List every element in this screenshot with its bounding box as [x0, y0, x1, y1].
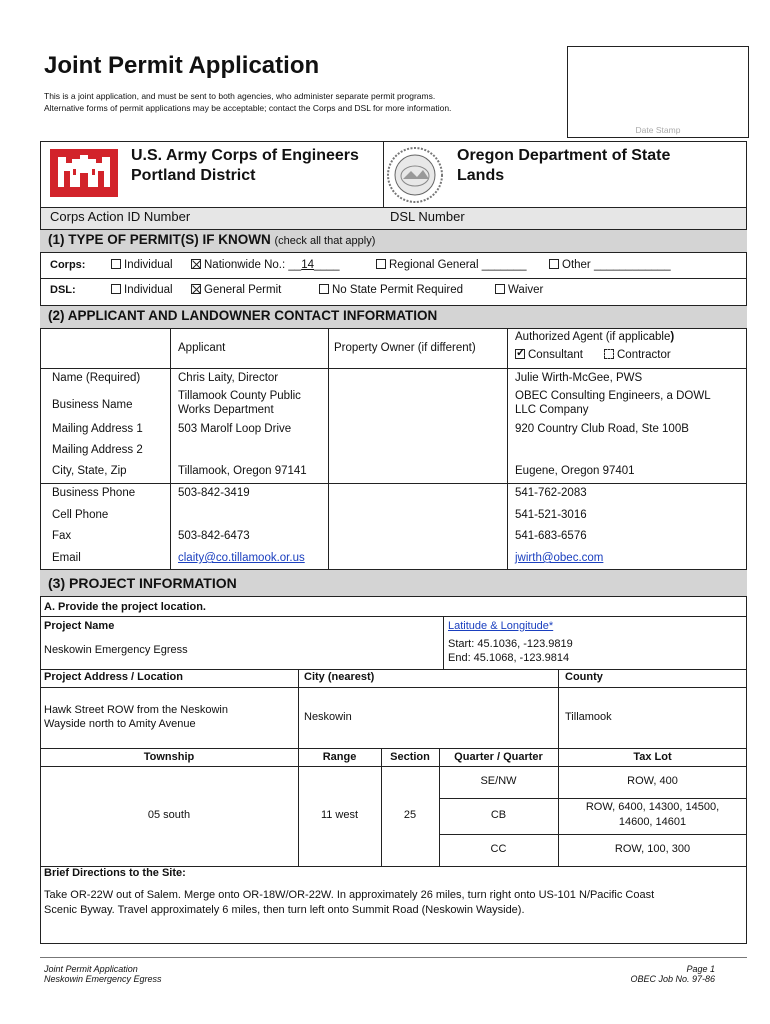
section-value: 25 [403, 809, 417, 821]
agent-address1: 920 Country Club Road, Ste 100B [515, 423, 689, 435]
city-label: City (nearest) [304, 671, 375, 683]
checkbox-checked-icon[interactable] [515, 349, 525, 359]
divider [298, 669, 299, 748]
project-name: Neskowin Emergency Egress [44, 644, 188, 656]
dsl-general-option[interactable]: General Permit [191, 284, 281, 296]
directions-line-2: Scenic Byway. Travel approximately 6 miles, then turn left onto Summit Road (Neskowin Wayside). [44, 904, 525, 916]
applicant-address1: 503 Marolf Loop Drive [178, 423, 292, 435]
corps-regional-option[interactable]: Regional General _______ [376, 259, 526, 271]
row-label-email: Email [52, 552, 81, 564]
end-coordinates: End: 45.1068, -123.9814 [448, 652, 570, 664]
divider [40, 687, 747, 688]
latlong-link-wrap[interactable] [448, 620, 553, 632]
section-label: Section [390, 751, 430, 763]
applicant-business-1: Tillamook County Public [178, 390, 301, 402]
agent-email[interactable]: jwirth@obec.com [515, 552, 604, 564]
dsl-no-state-option[interactable]: No State Permit Required [319, 284, 463, 296]
intro-text: This is a joint application, and must be sent to both agencies, who administer separate permit programs. Alternative forms of permit applications may be acceptable; contact the Corps and DSL for more information. [44, 91, 452, 113]
dsl-individual-option[interactable]: Individual [111, 284, 173, 296]
checkbox-checked-icon[interactable] [191, 284, 201, 294]
divider [40, 278, 747, 279]
applicant-name: Chris Laity, Director [178, 372, 279, 384]
divider [439, 834, 747, 835]
date-stamp-label: Date Stamp [635, 125, 681, 135]
section3-header: (3) PROJECT INFORMATION [40, 569, 747, 597]
checkbox-unchecked-icon[interactable] [111, 259, 121, 269]
divider [40, 207, 747, 208]
footer-right: Page 1 OBEC Job No. 97-86 [630, 964, 715, 984]
county-label: County [565, 671, 603, 683]
nationwide-number-suffix: ____ [313, 259, 340, 271]
corps-action-id-label: Corps Action ID Number [50, 209, 191, 224]
divider [40, 766, 747, 767]
agent-email-link[interactable] [515, 552, 603, 564]
col-applicant: Applicant [178, 342, 226, 354]
corps-nationwide-option[interactable]: Nationwide No.: __14____ [191, 259, 340, 271]
agent-type-consultant[interactable]: ✓Consultant [515, 349, 583, 361]
oregon-seal [385, 145, 445, 205]
checkbox-unchecked-icon[interactable] [549, 259, 559, 269]
applicant-fax: 503-842-6473 [178, 530, 250, 542]
applicant-email-link[interactable] [178, 552, 305, 564]
seal-icon [385, 145, 445, 205]
applicant-email[interactable]: claity@co.tillamook.or.us [178, 552, 305, 564]
project-address-2: Wayside north to Amity Avenue [44, 718, 196, 730]
taxlot-label: Tax Lot [633, 751, 672, 763]
project-county: Tillamook [565, 711, 612, 723]
date-stamp-box [567, 46, 749, 138]
divider [40, 616, 747, 617]
divider [443, 616, 444, 669]
row-label-address2: Mailing Address 2 [52, 444, 143, 456]
quarter-label: Quarter / Quarter [454, 751, 543, 763]
agent-business-1: OBEC Consulting Engineers, a DOWL [515, 390, 711, 402]
quarter-3: CC [490, 843, 507, 855]
checkbox-checked-icon[interactable] [191, 259, 201, 269]
corps-label: Corps: [50, 259, 86, 271]
row-label-business: Business Name [52, 399, 133, 411]
range-label: Range [322, 751, 357, 763]
provide-location-label: A. Provide the project location. [44, 601, 206, 613]
checkbox-unchecked-icon[interactable] [495, 284, 505, 294]
divider [40, 748, 747, 749]
township-value: 05 south [147, 809, 191, 821]
footer-rule [40, 957, 747, 958]
divider [40, 669, 747, 670]
agent-fax: 541-683-6576 [515, 530, 587, 542]
applicant-business-2: Works Department [178, 404, 274, 416]
range-value: 11 west [320, 809, 359, 821]
corps-agency-name: U.S. Army Corps of Engineers Portland District [131, 147, 359, 184]
applicant-phone: 503-842-3419 [178, 487, 250, 499]
project-name-label: Project Name [44, 620, 115, 632]
project-city: Neskowin [304, 711, 352, 723]
checkbox-unchecked-icon[interactable] [319, 284, 329, 294]
agent-city: Eugene, Oregon 97401 [515, 465, 635, 477]
divider [328, 329, 329, 569]
divider [558, 669, 559, 748]
divider [40, 368, 747, 369]
divider [507, 329, 508, 569]
nationwide-number-prefix: __ [288, 259, 302, 271]
dsl-waiver-option[interactable]: Waiver [495, 284, 543, 296]
project-address-1: Hawk Street ROW from the Neskowin [44, 704, 228, 716]
agent-phone: 541-762-2083 [515, 487, 587, 499]
latlong-link[interactable]: Latitude & Longitude* [448, 620, 554, 632]
section2-header: (2) APPLICANT AND LANDOWNER CONTACT INFORMATION [40, 305, 747, 329]
divider [170, 329, 171, 569]
divider [40, 483, 747, 484]
start-coordinates: Start: 45.1036, -123.9819 [448, 638, 573, 650]
dsl-number-label: DSL Number [390, 209, 465, 224]
quarter-1: SE/NW [480, 775, 517, 787]
row-label-name: Name (Required) [52, 372, 141, 384]
taxlot-1: ROW, 400 [627, 775, 678, 787]
row-label-cell: Cell Phone [52, 509, 109, 521]
checkbox-unchecked-icon[interactable] [111, 284, 121, 294]
agent-cell: 541-521-3016 [515, 509, 587, 521]
taxlot-2a: ROW, 6400, 14300, 14500, [585, 801, 720, 813]
quarter-2: CB [490, 809, 507, 821]
section1-header: (1) TYPE OF PERMIT(S) IF KNOWN (check all that apply) [40, 229, 747, 253]
dsl-agency-name: Oregon Department of State Lands [457, 147, 671, 184]
agent-type-contractor[interactable]: Contractor [604, 349, 671, 361]
corps-other-option[interactable]: Other ____________ [549, 259, 671, 271]
directions-label: Brief Directions to the Site: [44, 867, 186, 879]
taxlot-3: ROW, 100, 300 [614, 843, 691, 855]
dsl-label: DSL: [50, 284, 76, 296]
castle-icon [50, 149, 118, 197]
divider [439, 798, 747, 799]
checkbox-unchecked-icon[interactable] [604, 349, 614, 359]
agent-name: Julie Wirth-McGee, PWS [515, 372, 643, 384]
agent-business-2: LLC Company [515, 404, 589, 416]
directions-line-1: Take OR-22W out of Salem. Merge onto OR-18W/OR-22W. In approximately 26 miles, turn right onto US-101 N/Pacific Coast [44, 889, 655, 901]
col-property-owner: Property Owner (if different) [334, 342, 476, 354]
footer-left: Joint Permit Application Neskowin Emergency Egress [44, 964, 162, 984]
taxlot-2b: 14600, 14601 [618, 816, 687, 828]
col-authorized-agent: Authorized Agent (if applicable) [515, 331, 675, 343]
corps-logo [50, 149, 118, 197]
row-label-fax: Fax [52, 530, 72, 542]
row-label-city: City, State, Zip [52, 465, 127, 477]
address-label: Project Address / Location [44, 671, 183, 683]
township-label: Township [143, 751, 195, 763]
row-label-phone: Business Phone [52, 487, 136, 499]
row-label-address1: Mailing Address 1 [52, 423, 143, 435]
corps-individual-option[interactable]: Individual [111, 259, 173, 271]
checkbox-unchecked-icon[interactable] [376, 259, 386, 269]
page-title: Joint Permit Application [44, 52, 320, 79]
nationwide-number: 14 [301, 259, 314, 271]
applicant-city: Tillamook, Oregon 97141 [178, 465, 307, 477]
